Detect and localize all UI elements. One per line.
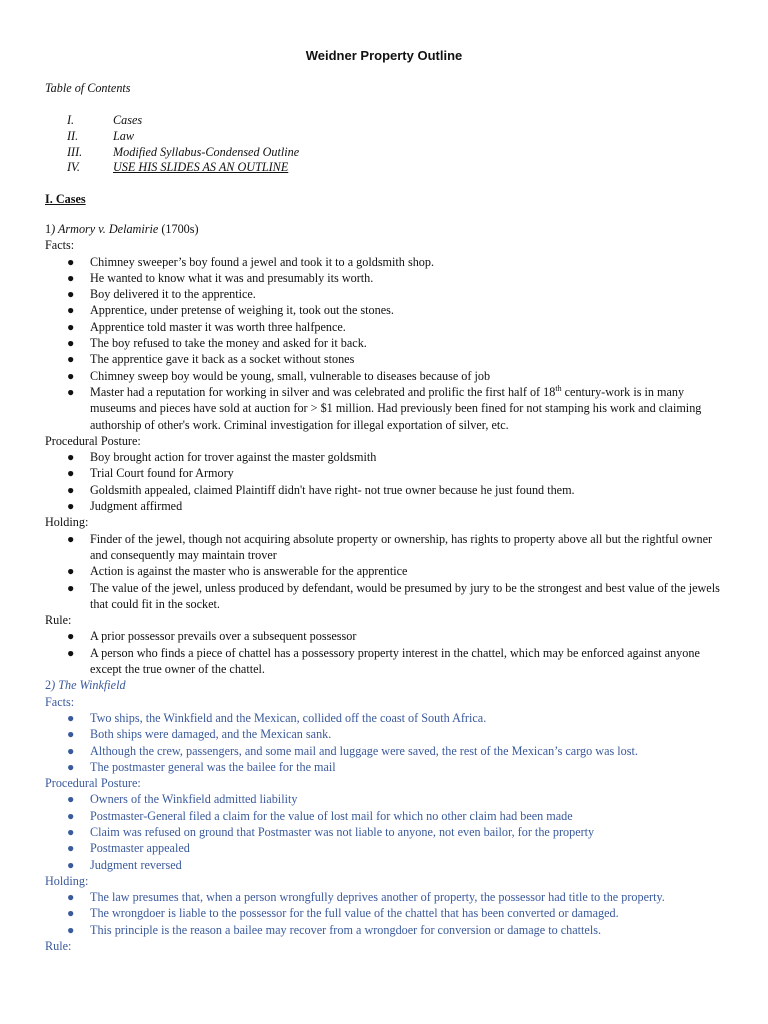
document-body — [45, 221, 725, 954]
list-item — [45, 384, 725, 433]
text-span: USE HIS SLIDES AS AN OUTLINE — [113, 160, 289, 175]
posture-list — [45, 791, 725, 872]
text-span: 2 — [45, 678, 52, 693]
bullet-icon: ● — [67, 466, 75, 481]
list-item-text: Goldsmith appealed, claimed Plaintiff didn't have right- not true owner because he just found them. — [90, 482, 575, 497]
list-item — [45, 498, 725, 514]
toc-item — [67, 159, 299, 175]
holding-list — [45, 531, 725, 612]
text-span: I. — [67, 113, 75, 127]
posture-label: Procedural Posture: — [45, 776, 141, 791]
list-item — [45, 254, 725, 270]
list-item — [45, 857, 725, 873]
bullet-icon: ● — [67, 319, 75, 334]
list-item-text: The wrongdoer is liable to the possessor for the full value of the chattel that has been converted or damaged. — [90, 906, 619, 921]
list-item-text: Apprentice, under pretense of weighing it, took out the stones. — [90, 303, 394, 318]
list-item-text: th — [555, 383, 562, 393]
bullet-icon: ● — [67, 287, 75, 302]
facts-label: Facts: — [45, 238, 75, 253]
list-item — [45, 449, 725, 465]
bullet-icon: ● — [67, 270, 75, 285]
bullet-icon: ● — [67, 303, 75, 318]
document-title: Weidner Property Outline — [305, 48, 463, 63]
bullet-icon: ● — [67, 922, 75, 937]
list-item — [45, 628, 725, 644]
list-item — [45, 580, 725, 613]
list-item-text: Apprentice told master it was worth three halfpence. — [90, 319, 346, 334]
bullet-icon: ● — [67, 482, 75, 497]
facts-label: Facts: — [45, 694, 75, 709]
text-span: III. — [67, 144, 83, 159]
bullet-icon: ● — [67, 352, 75, 367]
bullet-icon: ● — [67, 254, 75, 269]
text-span: ) Armory v. Delamirie — [51, 222, 159, 236]
section-heading: I. Cases — [45, 192, 86, 206]
list-item-text: Chimney sweeper’s boy found a jewel and took it to a goldsmith shop. — [90, 254, 435, 269]
list-item — [45, 905, 725, 921]
holding-list — [45, 889, 725, 938]
list-item-text: Judgment affirmed — [90, 499, 183, 514]
list-item-text: Chimney sweep boy would be young, small, vulnerable to diseases because of job — [90, 368, 491, 383]
list-item — [45, 368, 725, 384]
text-span: (1700s) — [158, 222, 199, 236]
text-span: IV. — [67, 160, 80, 175]
list-item-text: Boy delivered it to the apprentice. — [90, 287, 256, 302]
list-item-text: Master had a reputation for working in silver and was celebrated and prolific the first half of 18 — [90, 384, 556, 399]
bullet-icon: ● — [67, 727, 75, 742]
text-span: Cases — [113, 113, 143, 127]
bullet-icon: ● — [67, 629, 75, 644]
list-item — [45, 319, 725, 335]
facts-list — [45, 254, 725, 433]
bullet-icon: ● — [67, 580, 75, 595]
list-item — [45, 531, 725, 564]
list-item — [45, 351, 725, 367]
list-item-text: Trial Court found for Armory — [90, 466, 234, 481]
case-title — [45, 221, 725, 237]
bullet-icon: ● — [67, 368, 75, 383]
list-item — [45, 563, 725, 579]
bullet-icon: ● — [67, 645, 75, 660]
list-item — [45, 759, 725, 775]
list-item — [45, 824, 725, 840]
text-span: 1 — [45, 222, 52, 236]
bullet-icon: ● — [67, 499, 75, 514]
bullet-icon: ● — [67, 841, 75, 856]
bullet-icon: ● — [67, 792, 75, 807]
list-item-text: A prior possessor prevails over a subsequent possessor — [90, 629, 357, 644]
list-item — [45, 482, 725, 498]
list-item — [45, 335, 725, 351]
toc-item — [67, 112, 299, 128]
list-item-text: Boy brought action for trover against the master goldsmith — [90, 450, 377, 465]
bullet-icon: ● — [67, 857, 75, 872]
list-item-text: Claim was refused on ground that Postmaster was not liable to anyone, not even bailor, for the property — [90, 824, 595, 839]
list-item-text: The boy refused to take the money and asked for it back. — [90, 336, 367, 351]
list-item — [45, 743, 725, 759]
bullet-icon: ● — [67, 336, 75, 351]
bullet-icon: ● — [67, 564, 75, 579]
rule-label: Rule: — [45, 613, 72, 628]
list-item — [45, 889, 725, 905]
posture-label: Procedural Posture: — [45, 433, 141, 448]
list-item-text: Postmaster appealed — [90, 841, 190, 856]
bullet-icon: ● — [67, 743, 75, 758]
list-item — [45, 270, 725, 286]
bullet-icon: ● — [67, 759, 75, 774]
bullet-icon: ● — [67, 906, 75, 921]
list-item-text: A person who finds a piece of chattel has a possessory property interest in the chattel, which may be enforced against anyone except the true owner of the chattel. — [90, 645, 700, 677]
list-item-text: Action is against the master who is answerable for the apprentice — [90, 564, 408, 579]
holding-label: Holding: — [45, 873, 89, 888]
toc-heading: Table of Contents — [45, 81, 131, 95]
list-item — [45, 286, 725, 302]
facts-list — [45, 710, 725, 775]
list-item-text: The value of the jewel, unless produced by defendant, would be presumed by jury to be the strongest and best value of the jewels that could fit in the socket. — [90, 580, 720, 611]
text-span: ) The Winkfield — [51, 678, 126, 693]
list-item-text: The apprentice gave it back as a socket without stones — [90, 352, 355, 367]
list-item-text: Finder of the jewel, though not acquiring absolute property or ownership, has rights to property above all but the rightful owner and consequently may maintain trover — [90, 531, 713, 562]
bullet-icon: ● — [67, 890, 75, 905]
list-item-text: Two ships, the Winkfield and the Mexican, collided off the coast of South Africa. — [90, 710, 487, 725]
list-item — [45, 840, 725, 856]
text-span: Law — [113, 128, 135, 143]
list-item — [45, 710, 725, 726]
list-item-text: Although the crew, passengers, and some mail and luggage were saved, the rest of the Mexican’s cargo was lost. — [90, 743, 638, 758]
text-span: II. — [67, 128, 79, 143]
bullet-icon: ● — [67, 450, 75, 465]
list-item-text: The postmaster general was the bailee for the mail — [90, 759, 336, 774]
list-item — [45, 302, 725, 318]
toc-item — [67, 128, 299, 144]
posture-list — [45, 449, 725, 514]
list-item — [45, 808, 725, 824]
list-item — [45, 922, 725, 938]
holding-label: Holding: — [45, 515, 89, 530]
rule-list — [45, 628, 725, 677]
case-title — [45, 677, 725, 693]
bullet-icon: ● — [67, 710, 75, 725]
rule-label: Rule: — [45, 939, 72, 954]
table-of-contents — [67, 112, 299, 175]
bullet-icon: ● — [67, 384, 75, 399]
list-item — [45, 726, 725, 742]
list-item-text: This principle is the reason a bailee may recover from a wrongdoer for conversion or damage to chattels. — [90, 922, 602, 937]
list-item-text: Both ships were damaged, and the Mexican sank. — [90, 727, 332, 742]
list-item — [45, 791, 725, 807]
list-item-text: century-work is in many museums and pieces have sold at auction for > $1 million. Had previously been fined for not stamping his work and claiming authorship of other's work. Criminal investigation for illegal exportation of silver, etc. — [90, 384, 702, 432]
toc-item — [67, 144, 299, 160]
list-item-text: The law presumes that, when a person wrongfully deprives another of property, the possessor had title to the property. — [90, 890, 665, 905]
list-item — [45, 465, 725, 481]
list-item-text: He wanted to know what it was and presumably its worth. — [90, 270, 374, 285]
bullet-icon: ● — [67, 824, 75, 839]
case2-section — [45, 677, 725, 954]
list-item — [45, 645, 725, 678]
list-item-text: Owners of the Winkfield admitted liability — [90, 792, 298, 807]
text-span: Modified Syllabus-Condensed Outline — [113, 144, 300, 159]
bullet-icon: ● — [67, 531, 75, 546]
list-item-text: Judgment reversed — [90, 857, 182, 872]
bullet-icon: ● — [67, 808, 75, 823]
list-item-text: Postmaster-General filed a claim for the value of lost mail for which no other claim had been made — [90, 808, 573, 823]
